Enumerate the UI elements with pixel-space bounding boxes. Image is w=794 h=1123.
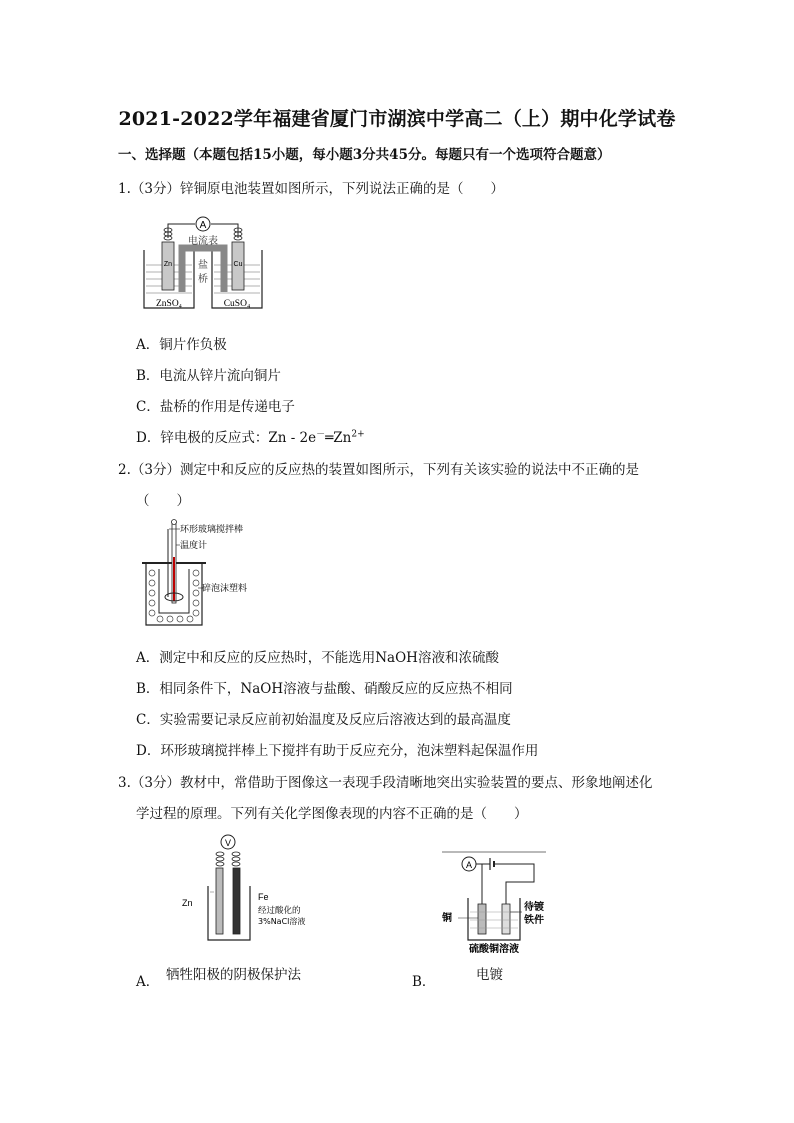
thermometer-top: [172, 520, 177, 525]
q2-figure-calorimeter: [142, 517, 262, 629]
ammeter-symbol: A: [465, 860, 473, 870]
q1-option-c: C．盐桥的作用是传递电子: [136, 399, 295, 415]
plated-label-2: 铁件: [524, 915, 544, 926]
copper-label: 铜: [442, 913, 452, 924]
q2-stem-line2: （ ）: [136, 493, 190, 509]
cuso4-label: CuSO₄: [223, 299, 251, 309]
solution-label-2: 3%NaCl溶液: [258, 917, 306, 926]
wire-right: [494, 864, 534, 904]
q3-figure-b-electroplating: [436, 848, 556, 958]
q1-figure-zinc-copper-cell: [138, 210, 268, 314]
coil-icons: [216, 852, 240, 866]
voltmeter-symbol: V: [224, 838, 232, 848]
q3-option-a-caption: 牺牲阳极的阴极保护法: [166, 967, 301, 983]
cu-label: Cu: [233, 261, 243, 268]
solution-label-1: 经过酸化的: [258, 906, 301, 916]
q1-option-d: [136, 426, 365, 446]
q3-stem-line1: 3.（3分）教材中，常借助于图像这一表现手段清晰地突出实验装置的要点、形象地阐述化: [118, 775, 653, 791]
znso4-label: ZnSO₄: [155, 299, 183, 309]
q3-option-a-label: A．: [136, 974, 160, 990]
salt-bridge-label-1: 盐: [198, 260, 208, 271]
q3-figure-a-sacrificial-anode: [180, 832, 320, 948]
exam-title: 2021-2022学年福建省厦门市湖滨中学高二（上）期中化学试卷: [118, 108, 676, 130]
q2-option-c: C．实验需要记录反应前初始温度及反应后溶液达到的最高温度: [136, 712, 511, 728]
ammeter-symbol: A: [199, 220, 207, 231]
zn-ion-charge: 2+: [351, 429, 365, 440]
solution-lines: [470, 912, 518, 928]
stirrer-label: 环形玻璃搅拌棒: [180, 525, 244, 535]
section-heading: 一、选择题（本题包括15小题，每小题3分共45分。每题只有一个选项符合题意）: [118, 147, 611, 163]
zn-label: Zn: [182, 898, 193, 908]
zn-label: Zn: [163, 261, 173, 268]
q2-option-b: B．相同条件下，NaOH溶液与盐酸、硝酸反应的反应热不相同: [136, 681, 513, 697]
copper-plate: [478, 904, 486, 934]
thermometer-label: 温度计: [180, 541, 208, 551]
iron-rod: [233, 868, 240, 934]
foam-label: 碎泡沫塑料: [202, 584, 248, 594]
solution-label: 硫酸铜溶液: [469, 944, 519, 955]
q1-option-d-arrow: ═Zn: [325, 430, 352, 446]
q3-stem-line2: 学过程的原理。下列有关化学图像表现的内容不正确的是（ ）: [136, 806, 528, 822]
electron-charge: －: [316, 429, 326, 440]
plated-label-1: 待镀: [524, 902, 544, 913]
q2-option-a: A．测定中和反应的反应热时，不能选用NaOH溶液和浓硫酸: [136, 650, 499, 666]
plating-bath: [468, 898, 520, 940]
beaker: [208, 886, 250, 940]
ammeter-label: 电流表: [188, 236, 218, 247]
q2-option-d: D．环形玻璃搅拌棒上下搅拌有助于反应充分，泡沫塑料起保温作用: [136, 743, 539, 759]
q1-option-a: A．铜片作负极: [136, 337, 227, 353]
zinc-rod: [216, 868, 223, 934]
q2-stem-line1: 2.（3分）测定中和反应的反应热的装置如图所示，下列有关该实验的说法中不正确的是: [118, 462, 639, 478]
fe-label: Fe: [258, 892, 269, 902]
salt-bridge-label-2: 桥: [198, 274, 208, 285]
q1-option-b: B．电流从锌片流向铜片: [136, 368, 281, 384]
iron-item: [502, 904, 510, 934]
q1-option-d-text: D．锌电极的反应式：Zn - 2e: [136, 430, 317, 446]
q1-stem: 1.（3分）锌铜原电池装置如图所示，下列说法正确的是（ ）: [118, 181, 504, 197]
q3-option-b-label: B．: [412, 974, 436, 990]
q3-option-b-caption: 电镀: [476, 967, 503, 983]
